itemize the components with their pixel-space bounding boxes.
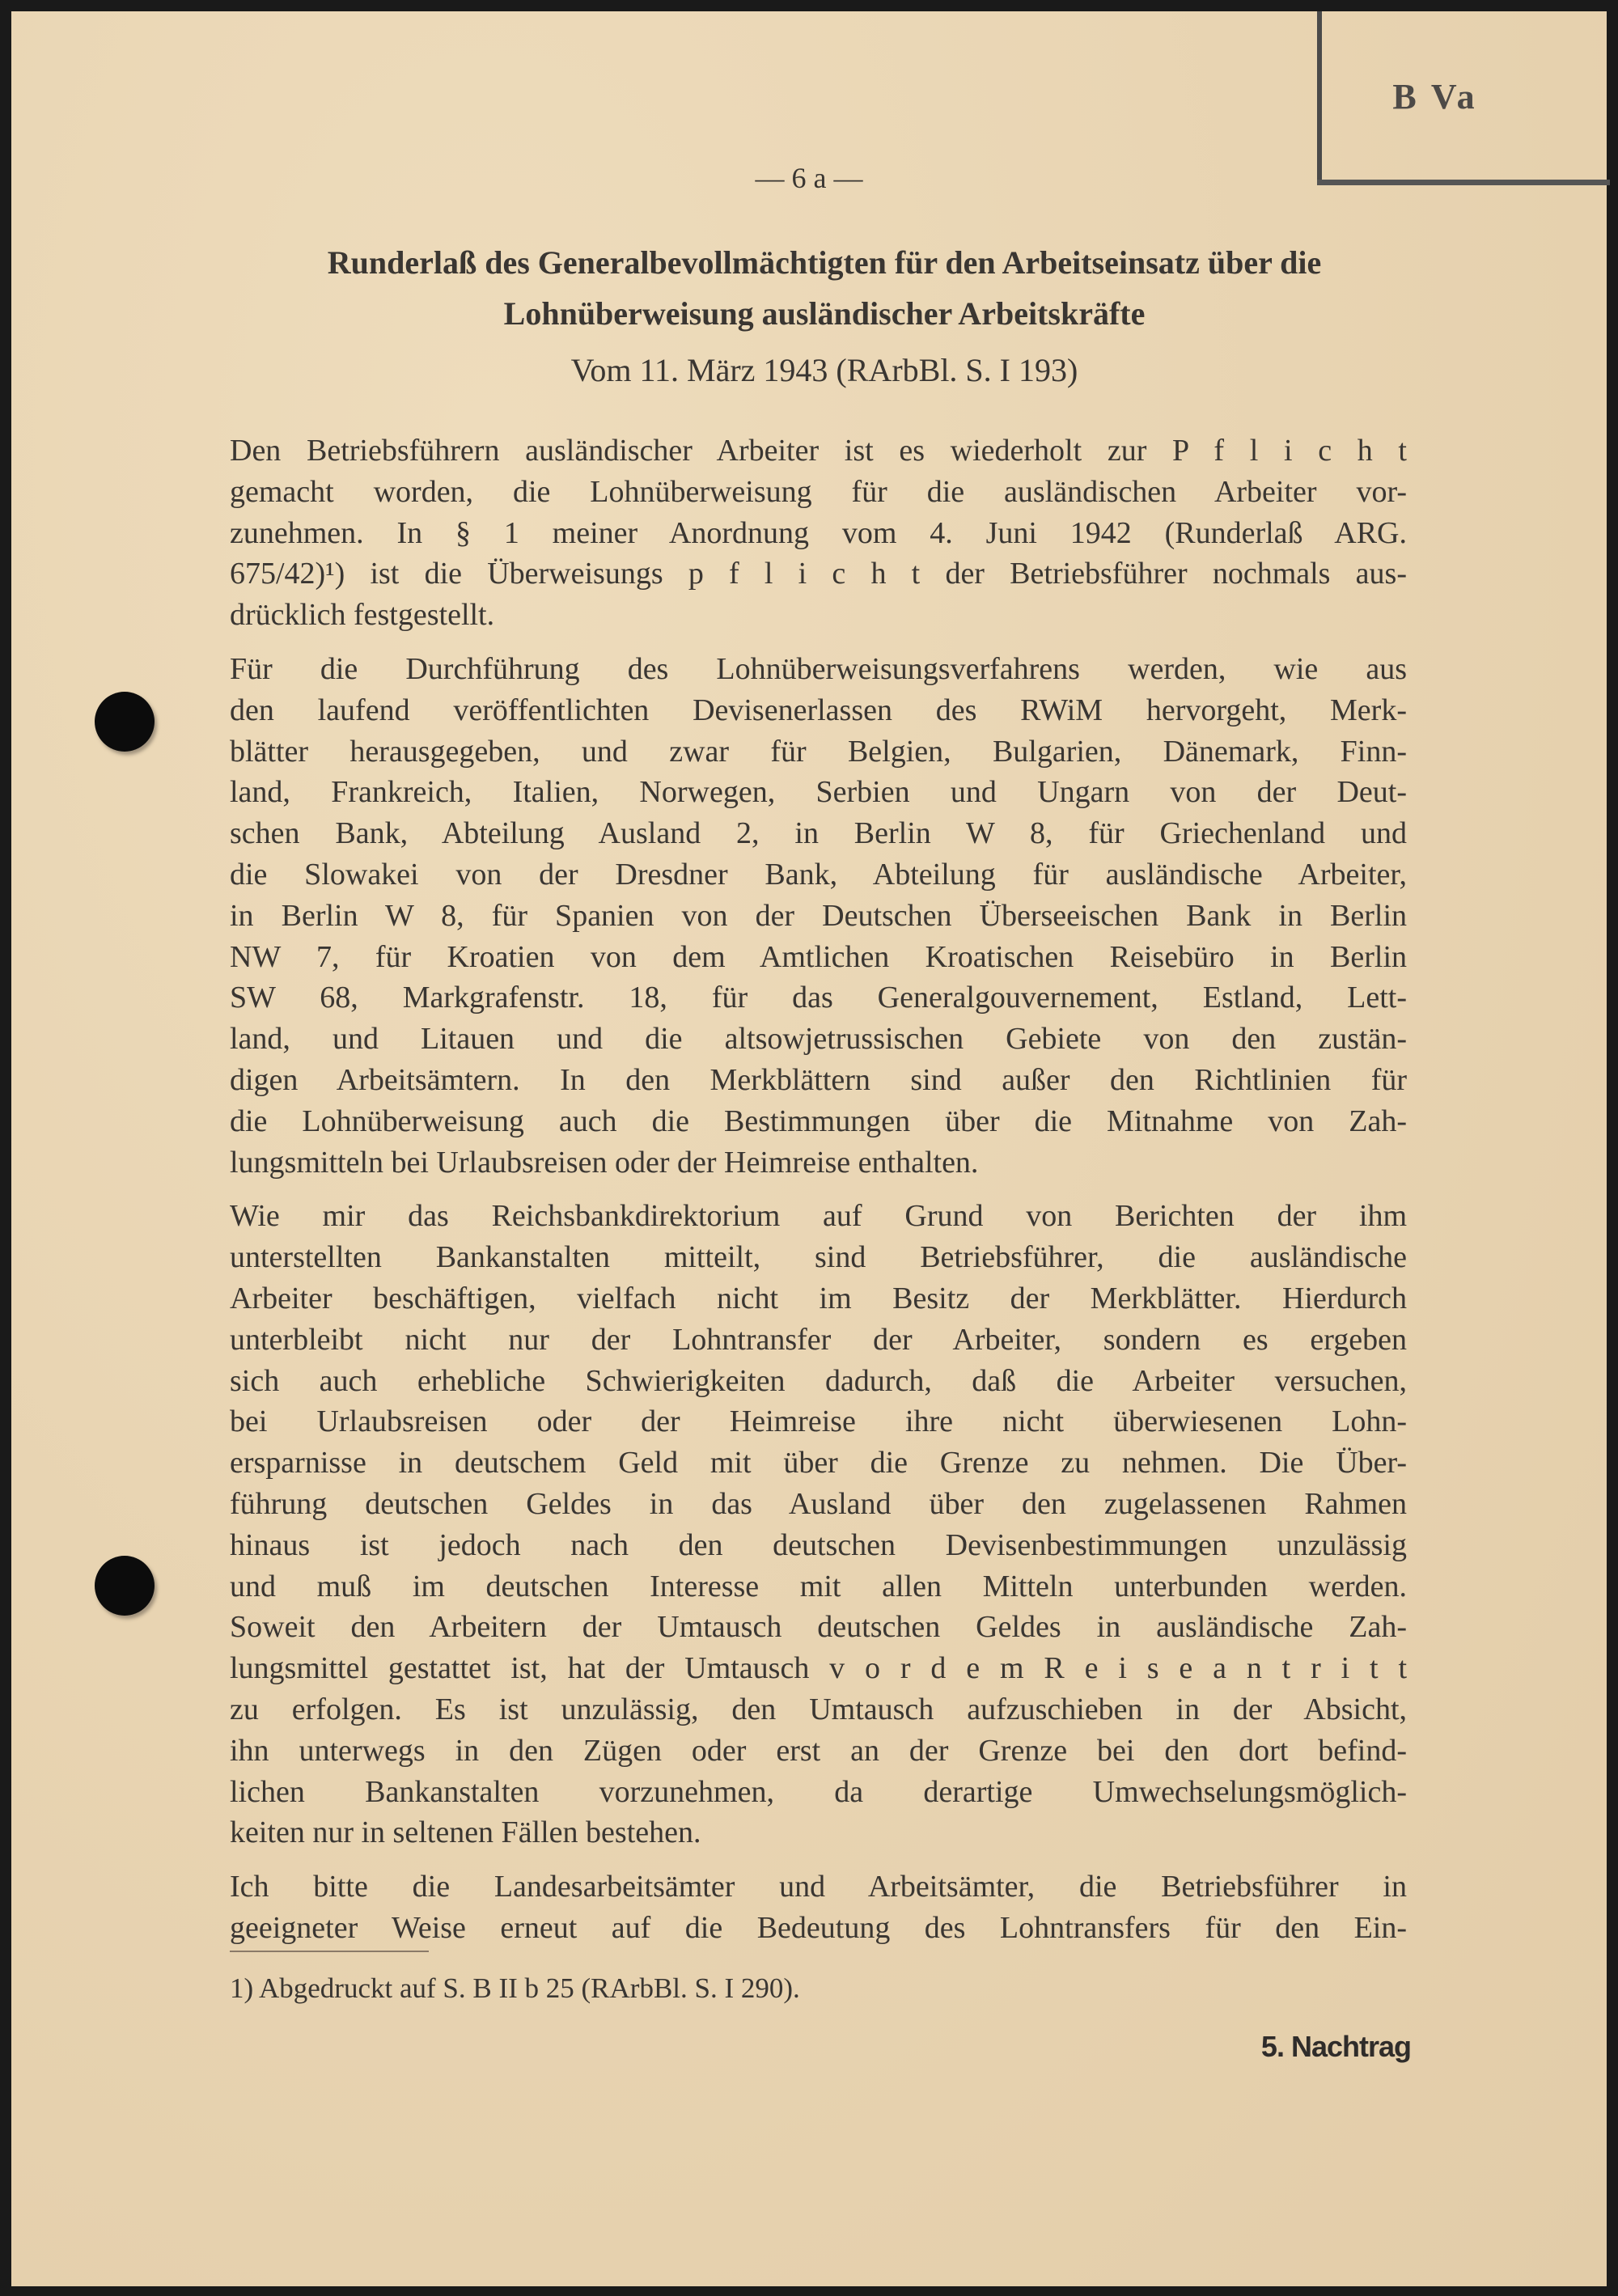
text-line: in Berlin W 8, für Spanien von der Deutschen Überseeischen Bank in Berlin <box>230 898 1407 933</box>
text-line: lungsmittel gestattet ist, hat der Umtausch v o r d e m R e i s e a n t r i t t <box>230 1651 1407 1686</box>
text-line: sich auch erhebliche Schwierigkeiten dadurch, daß die Arbeiter versuchen, <box>230 1363 1407 1398</box>
text-line: zu erfolgen. Es ist unzulässig, den Umtausch aufzuschieben in der Absicht, <box>230 1692 1407 1726</box>
footnote-marker: 1) <box>230 1972 254 2004</box>
text-line: Den Betriebsführern ausländischer Arbeiter ist es wiederholt zur P f l i c h t <box>230 434 1407 468</box>
text-line: bei Urlaubsreisen oder der Heimreise ihre nicht überwiesenen Lohn- <box>230 1404 1407 1439</box>
supplement-label: 5. Nachtrag <box>1260 2030 1411 2063</box>
text-line: gemacht worden, die Lohnüberweisung für die ausländischen Arbeiter vor- <box>230 474 1407 509</box>
title-line-1: Runderlaß des Generalbevollmächtigten für den Arbeitseinsatz über die <box>327 244 1322 281</box>
text-line: Arbeiter beschäftigen, vielfach nicht im Besitz der Merkblätter. Hierdurch <box>230 1281 1407 1315</box>
decree-date: Vom 11. März 1943 (RArbBl. S. I 193) <box>570 352 1078 388</box>
text-line: die Slowakei von der Dresdner Bank, Abteilung für ausländische Arbeiter, <box>230 857 1407 892</box>
title-line-2: Lohnüberweisung ausländischer Arbeitskräfte <box>503 295 1146 332</box>
punch-hole <box>95 1556 155 1616</box>
text-line: ersparnisse in deutschem Geld mit über die Grenze zu nehmen. Die Über- <box>230 1446 1407 1481</box>
text-line: blätter herausgegeben, und zwar für Belgien, Bulgarien, Dänemark, Finn- <box>230 734 1407 769</box>
text-line: schen Bank, Abteilung Ausland 2, in Berlin W 8, für Griechenland und <box>230 816 1407 851</box>
text-line: geeigneter Weise erneut auf die Bedeutung des Lohntransfers für den Ein- <box>230 1910 1407 1945</box>
text-line: land, und Litauen und die altsowjetrussischen Gebiete von den zustän- <box>230 1022 1407 1057</box>
text-line: SW 68, Markgrafenstr. 18, für das Generalgouvernement, Estland, Lett- <box>230 981 1407 1015</box>
text-line: lungsmitteln bei Urlaubsreisen oder der Heimreise enthalten. <box>230 1145 979 1180</box>
page-number: — 6 a — <box>755 162 863 194</box>
paragraph <box>230 649 1407 1183</box>
document-page <box>11 11 1607 2286</box>
text-line: die Lohnüberweisung auch die Bestimmungen über die Mitnahme von Zah- <box>230 1104 1407 1138</box>
text-line: Ich bitte die Landesarbeitsämter und Arbeitsämter, die Betriebsführer in <box>230 1870 1407 1904</box>
text-line: digen Arbeitsämtern. In den Merkblättern sind außer den Richtlinien für <box>230 1062 1407 1097</box>
text-line: führung deutschen Geldes in das Ausland über den zugelassenen Rahmen <box>230 1486 1407 1521</box>
paragraph <box>230 430 1407 636</box>
paragraph <box>230 1196 1407 1853</box>
text-line: lichen Bankanstalten vorzunehmen, da derartige Umwechselungsmöglich- <box>230 1774 1407 1809</box>
text-line: NW 7, für Kroatien von dem Amtlichen Kroatischen Reisebüro in Berlin <box>230 939 1407 974</box>
text-line: ihn unterwegs in den Zügen oder erst an der Grenze bei den dort befind- <box>230 1733 1407 1768</box>
footnote <box>230 1972 800 2005</box>
paragraph <box>230 1866 1407 1949</box>
text-line: Wie mir das Reichsbankdirektorium auf Grund von Berichten der ihm <box>230 1199 1407 1234</box>
text-line: unterbleibt nicht nur der Lohntransfer der Arbeiter, sondern es ergeben <box>230 1322 1407 1357</box>
text-line: und muß im deutschen Interesse mit allen Mitteln unterbunden werden. <box>230 1569 1407 1603</box>
text-line: keiten nur in seltenen Fällen bestehen. <box>230 1815 701 1850</box>
text-line: hinaus ist jedoch nach den deutschen Devisenbestimmungen unzulässig <box>230 1527 1407 1562</box>
body-text <box>230 430 1407 1962</box>
text-line: unterstellten Bankanstalten mitteilt, sind Betriebsführer, die ausländische <box>230 1240 1407 1275</box>
text-line: 675/42)¹) ist die Überweisungs p f l i c h t der Betriebsführer nochmals aus- <box>230 557 1407 591</box>
section-box-label: B Va <box>1392 77 1478 116</box>
text-line: Soweit den Arbeitern der Umtausch deutschen Geldes in ausländische Zah- <box>230 1610 1407 1645</box>
footnote-divider <box>230 1951 429 1952</box>
text-line: den laufend veröffentlichten Devisenerlassen des RWiM hervorgeht, Merk- <box>230 693 1407 727</box>
punch-hole <box>95 692 155 752</box>
text-line: drücklich festgestellt. <box>230 598 495 633</box>
section-box-border <box>1317 11 1322 184</box>
text-line: Für die Durchführung des Lohnüberweisungsverfahrens werden, wie aus <box>230 651 1407 686</box>
text-line: zunehmen. In § 1 meiner Anordnung vom 4. Juni 1942 (Runderlaß ARG. <box>230 515 1407 550</box>
text-line: land, Frankreich, Italien, Norwegen, Serbien und Ungarn von der Deut- <box>230 775 1407 810</box>
footnote-text: Abgedruckt auf S. B II b 25 (RArbBl. S. I 290). <box>258 1972 800 2004</box>
